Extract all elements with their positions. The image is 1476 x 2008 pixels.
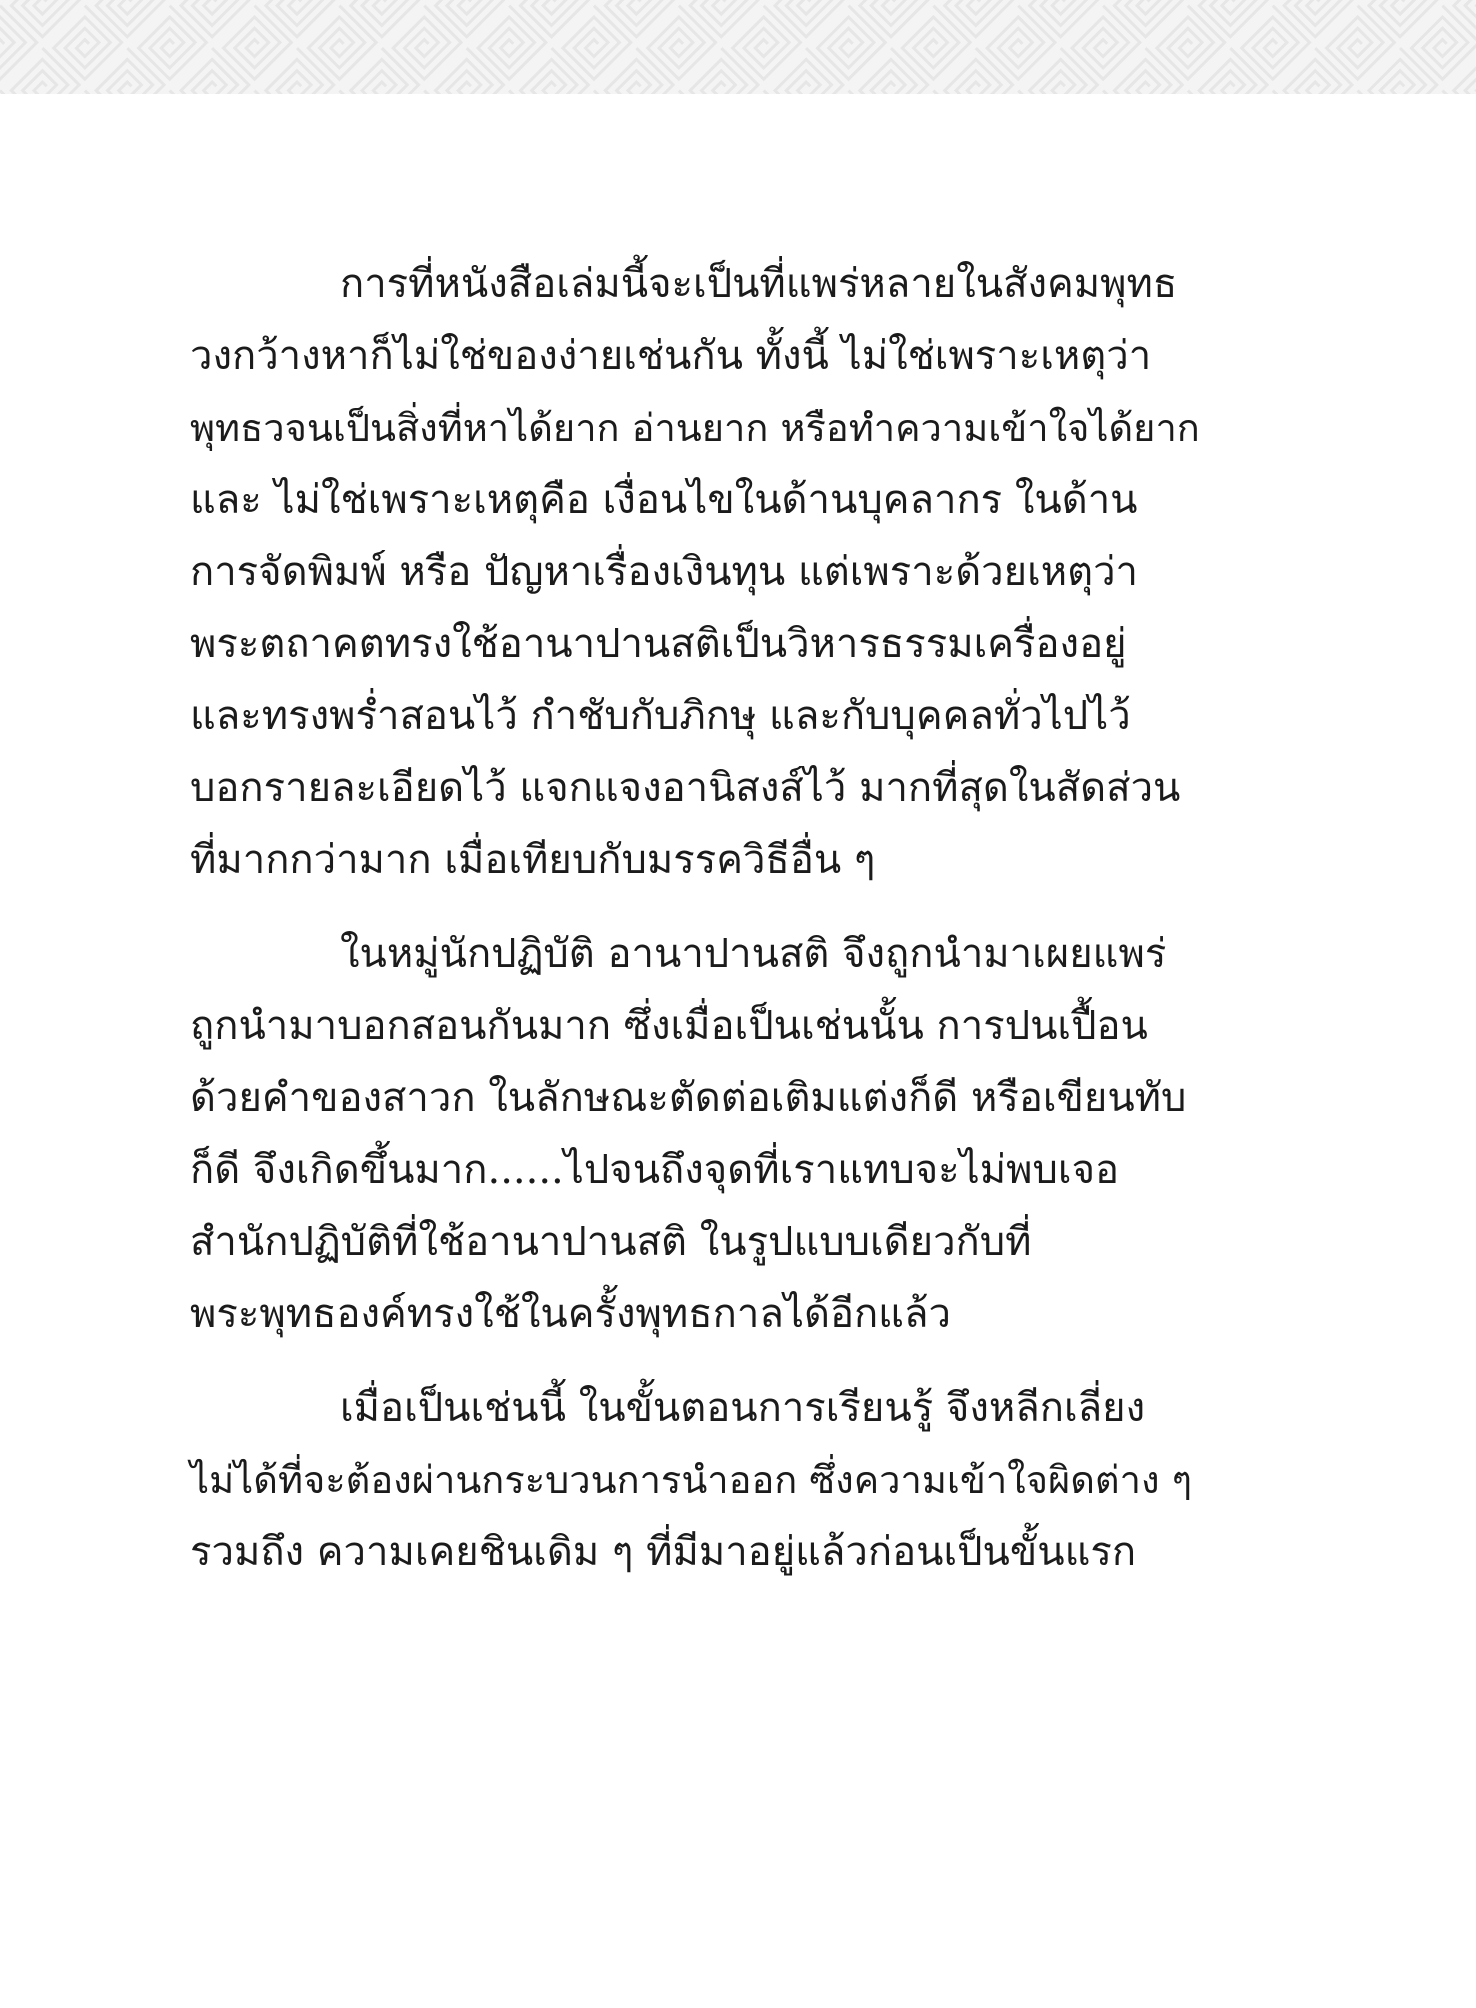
text-line: เมื่อเป็นเช่นนี้ ในขั้นตอนการเรียนรู้ จึงหลีกเลี่ยง — [340, 1385, 1146, 1431]
text-line: วงกว้างหาก็ไม่ใช่ของง่ายเช่นกัน ทั้งนี้ ไม่ใช่เพราะเหตุว่า — [190, 333, 1152, 379]
decorative-header-band — [0, 0, 1476, 94]
text-line: ไม่ได้ที่จะต้องผ่านกระบวนการนำออก ซึ่งความเข้าใจผิดต่าง ๆ — [190, 1458, 1192, 1502]
text-line: และ ไม่ใช่เพราะเหตุคือ เงื่อนไขในด้านบุคลากร ในด้าน — [190, 477, 1138, 523]
text-line: บอกรายละเอียดไว้ แจกแจงอานิสงส์ไว้ มากที่สุดในสัดส่วน — [190, 765, 1181, 811]
text-line: ที่มากกว่ามาก เมื่อเทียบกับมรรควิธีอื่น ๆ — [190, 837, 876, 883]
text-line: การจัดพิมพ์ หรือ ปัญหาเรื่องเงินทุน แต่เพราะด้วยเหตุว่า — [190, 549, 1139, 595]
text-line: รวมถึง ความเคยชินเดิม ๆ ที่มีมาอยู่แล้วก่อนเป็นขั้นแรก — [190, 1529, 1137, 1575]
paragraph-1 — [190, 248, 1201, 896]
text-line: สำนักปฏิบัติที่ใช้อานาปานสติ ในรูปแบบเดียวกับที่ — [190, 1219, 1032, 1265]
text-line: พระตถาคตทรงใช้อานาปานสติเป็นวิหารธรรมเครื่องอยู่ — [190, 621, 1127, 667]
text-line: และทรงพร่ำสอนไว้ กำชับกับภิกษุ และกับบุคคลทั่วไปไว้ — [190, 693, 1131, 739]
text-line: ถูกนำมาบอกสอนกันมาก ซึ่งเมื่อเป็นเช่นนั้น การปนเปื้อน — [190, 1003, 1148, 1049]
text-line: ในหมู่นักปฏิบัติ อานาปานสติ จึงถูกนำมาเผยแพร่ — [340, 931, 1167, 977]
paragraph-2 — [190, 918, 1201, 1350]
greek-key-pattern — [0, 0, 1476, 94]
text-line: ก็ดี จึงเกิดขึ้นมาก......ไปจนถึงจุดที่เราแทบจะไม่พบเจอ — [190, 1147, 1120, 1193]
body-text — [190, 248, 1201, 1588]
paragraph-3 — [190, 1372, 1201, 1588]
text-line: ด้วยคำของสาวก ในลักษณะตัดต่อเติมแต่งก็ดี หรือเขียนทับ — [190, 1075, 1187, 1121]
text-line: พระพุทธองค์ทรงใช้ในครั้งพุทธกาลได้อีกแล้ว — [190, 1291, 951, 1337]
text-line: พุทธวจนเป็นสิ่งที่หาได้ยาก อ่านยาก หรือทำความเข้าใจได้ยาก — [190, 406, 1200, 450]
text-line: การที่หนังสือเล่มนี้จะเป็นที่แพร่หลายในสังคมพุทธ — [340, 261, 1178, 307]
